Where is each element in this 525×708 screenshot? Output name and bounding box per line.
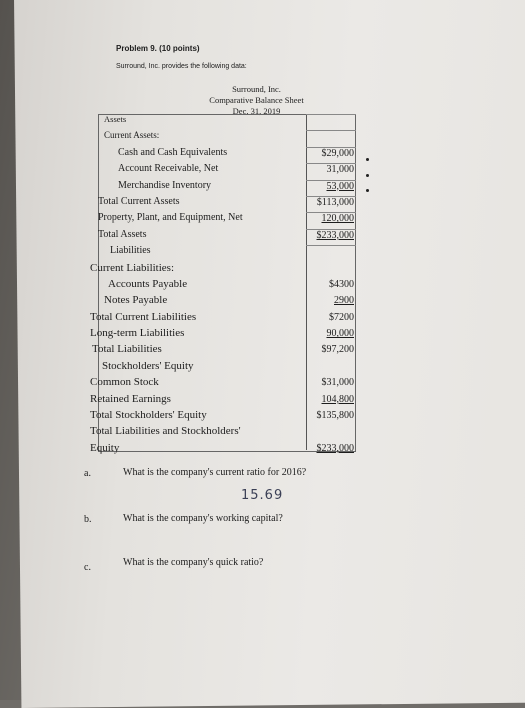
table-row xyxy=(90,327,356,343)
row-amount: $233,000 xyxy=(316,229,354,241)
statement-date: Dec. 31, 2019 xyxy=(232,106,281,116)
row-label: Total Stockholders' Equity xyxy=(90,409,207,422)
row-label: Long-term Liabilities xyxy=(90,327,185,340)
question-c-letter: c. xyxy=(84,562,91,573)
row-label: Stockholders' Equity xyxy=(102,359,194,372)
table-row xyxy=(90,360,356,376)
table-row xyxy=(90,262,356,278)
table-row xyxy=(90,278,356,294)
question-c-text: What is the company's quick ratio? xyxy=(123,557,264,568)
row-amount: $233,000 xyxy=(316,442,354,454)
row-label: Retained Earnings xyxy=(90,392,171,405)
row-label: Account Receivable, Net xyxy=(118,163,219,175)
table-row xyxy=(90,114,356,130)
row-amount: 31,000 xyxy=(326,164,354,176)
row-amount: $7200 xyxy=(329,311,354,323)
amount-row-line xyxy=(306,245,356,246)
table-row xyxy=(90,376,356,392)
table-row xyxy=(90,212,356,228)
table-row xyxy=(90,393,356,409)
row-label: Current Liabilities: xyxy=(90,261,175,274)
table-row xyxy=(90,425,356,441)
row-amount: 104,800 xyxy=(321,393,354,405)
row-label: Common Stock xyxy=(90,376,159,389)
table-row xyxy=(90,409,356,425)
row-amount: 90,000 xyxy=(326,328,354,340)
table-row xyxy=(90,294,356,310)
handwritten-answer: 15.69 xyxy=(241,488,284,503)
question-b-letter: b. xyxy=(84,514,92,525)
row-label: Property, Plant, and Equipment, Net xyxy=(98,212,243,224)
check-mark-icon xyxy=(366,174,369,177)
row-amount: $29,000 xyxy=(321,147,354,159)
row-label: Total Current Liabilities xyxy=(90,310,197,323)
row-label: Accounts Payable xyxy=(108,277,188,290)
amount-row-line xyxy=(306,130,356,131)
question-b-text: What is the company's working capital? xyxy=(123,513,283,524)
amount-row-line xyxy=(306,147,356,148)
problem-heading: Problem 9. (10 points) xyxy=(116,44,200,53)
row-label: Total Current Assets xyxy=(98,195,180,207)
table-row xyxy=(90,180,356,196)
table-row xyxy=(90,147,356,163)
table-row xyxy=(90,311,356,327)
table-row xyxy=(90,343,356,359)
amount-row-line xyxy=(306,212,356,213)
row-label: Total Assets xyxy=(98,228,147,240)
question-a-text: What is the company's current ratio for 2016? xyxy=(123,467,307,478)
row-amount: $4300 xyxy=(329,278,354,290)
row-label: Assets xyxy=(104,114,127,124)
table-row xyxy=(90,442,356,458)
row-label: Total Liabilities and Stockholders' xyxy=(90,425,241,438)
row-amount: 53,000 xyxy=(326,180,354,192)
amount-row-line xyxy=(306,180,356,181)
row-label: Total Liabilities xyxy=(92,343,162,356)
check-mark-icon xyxy=(366,189,369,192)
amount-row-line xyxy=(306,163,356,164)
table-row xyxy=(90,229,356,245)
question-a-letter: a. xyxy=(84,468,91,479)
problem-intro: Surround, Inc. provides the following data: xyxy=(116,63,247,70)
row-label: Liabilities xyxy=(110,245,151,257)
statement-title: Comparative Balance Sheet xyxy=(209,95,304,105)
amount-row-line xyxy=(306,196,356,197)
row-amount: $31,000 xyxy=(321,377,354,389)
row-label: Notes Payable xyxy=(104,294,168,307)
table-row xyxy=(90,245,356,261)
amount-row-line xyxy=(306,229,356,230)
table-row xyxy=(90,196,356,212)
row-label: Current Assets: xyxy=(104,130,160,141)
row-amount: $113,000 xyxy=(316,196,354,208)
balance-sheet-table xyxy=(90,114,356,458)
row-label: Merchandise Inventory xyxy=(118,179,212,191)
row-label: Equity xyxy=(90,441,120,454)
row-amount: 2900 xyxy=(334,295,354,307)
table-row xyxy=(90,163,356,179)
row-amount: 120,000 xyxy=(321,213,354,225)
row-amount: $97,200 xyxy=(321,344,354,356)
row-amount: $135,800 xyxy=(316,410,354,422)
row-label: Cash and Cash Equivalents xyxy=(118,146,228,158)
amount-row-line xyxy=(306,114,356,115)
check-mark-icon xyxy=(366,158,369,161)
company-name: Surround, Inc. xyxy=(232,84,281,94)
table-row xyxy=(90,130,356,146)
